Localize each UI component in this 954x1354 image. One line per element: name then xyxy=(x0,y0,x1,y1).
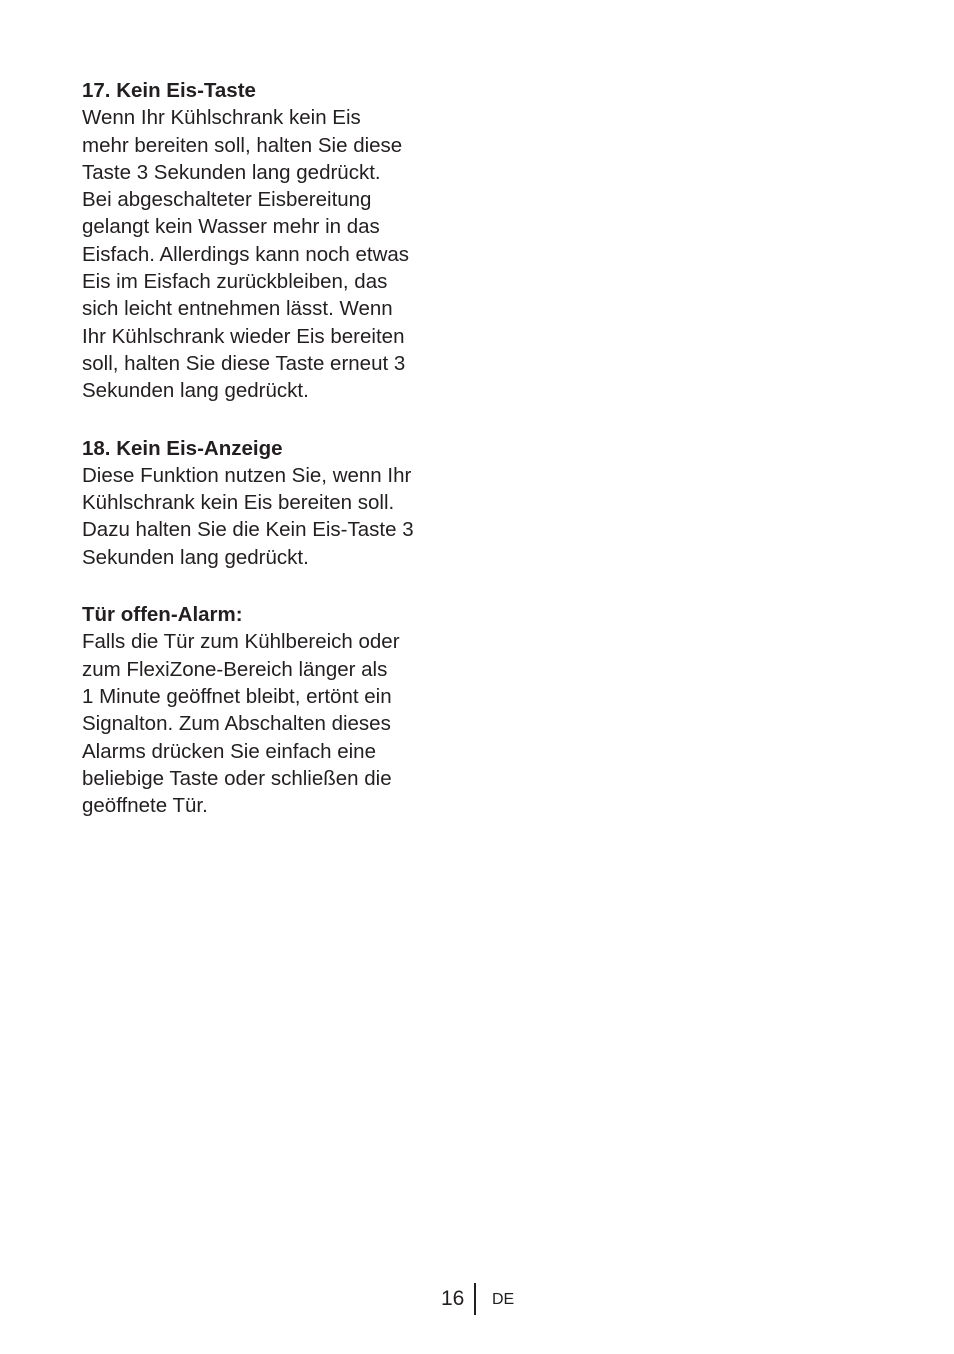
paragraph-line: Alarms drücken Sie einfach eine xyxy=(82,739,376,763)
text-column xyxy=(82,77,442,849)
paragraph-line: Bei abgeschalteter Eisbereitung xyxy=(82,188,372,212)
section-kein-eis-taste xyxy=(82,77,442,405)
paragraph-line: Ihr Kühlschrank wieder Eis bereiten xyxy=(82,324,405,348)
paragraph-line: zum FlexiZone-Bereich länger als xyxy=(82,657,388,681)
paragraph-line: Signalton. Zum Abschalten dieses xyxy=(82,712,391,736)
paragraph-line: Sekunden lang gedrückt. xyxy=(82,379,309,403)
paragraph-line: Taste 3 Sekunden lang gedrückt. xyxy=(82,160,381,184)
paragraph-line: geöffnete Tür. xyxy=(82,794,208,818)
page-number: 16 xyxy=(441,1287,465,1310)
paragraph-line: Sekunden lang gedrückt. xyxy=(82,545,309,569)
paragraph-line: soll, halten Sie diese Taste erneut 3 xyxy=(82,351,406,375)
paragraph-line: Falls die Tür zum Kühlbereich oder xyxy=(82,630,400,654)
paragraph-line: Eisfach. Allerdings kann noch etwas xyxy=(82,242,410,266)
section-heading: 17. Kein Eis-Taste xyxy=(82,79,256,102)
page-footer xyxy=(0,1283,954,1317)
section-kein-eis-anzeige xyxy=(82,435,442,571)
language-code: DE xyxy=(492,1291,515,1308)
paragraph-line: Eis im Eisfach zurückbleiben, das xyxy=(82,270,388,294)
paragraph-line: Diese Funktion nutzen Sie, wenn Ihr xyxy=(82,463,412,487)
section-tuer-offen-alarm xyxy=(82,601,442,819)
paragraph-line: sich leicht entnehmen lässt. Wenn xyxy=(82,297,393,321)
paragraph-line: Kühlschrank kein Eis bereiten soll. xyxy=(82,491,395,515)
footer-divider xyxy=(474,1283,476,1315)
paragraph-line: gelangt kein Wasser mehr in das xyxy=(82,215,380,239)
section-heading: 18. Kein Eis-Anzeige xyxy=(82,436,283,460)
paragraph-line: beliebige Taste oder schließen die xyxy=(82,766,392,790)
paragraph-line: mehr bereiten soll, halten Sie diese xyxy=(82,133,403,157)
paragraph-line: Wenn Ihr Kühlschrank kein Eis xyxy=(82,106,361,130)
paragraph-line: Dazu halten Sie die Kein Eis-Taste 3 xyxy=(82,518,414,542)
section-heading: Tür offen-Alarm: xyxy=(82,603,243,627)
paragraph-line: 1 Minute geöffnet bleibt, ertönt ein xyxy=(82,684,392,708)
